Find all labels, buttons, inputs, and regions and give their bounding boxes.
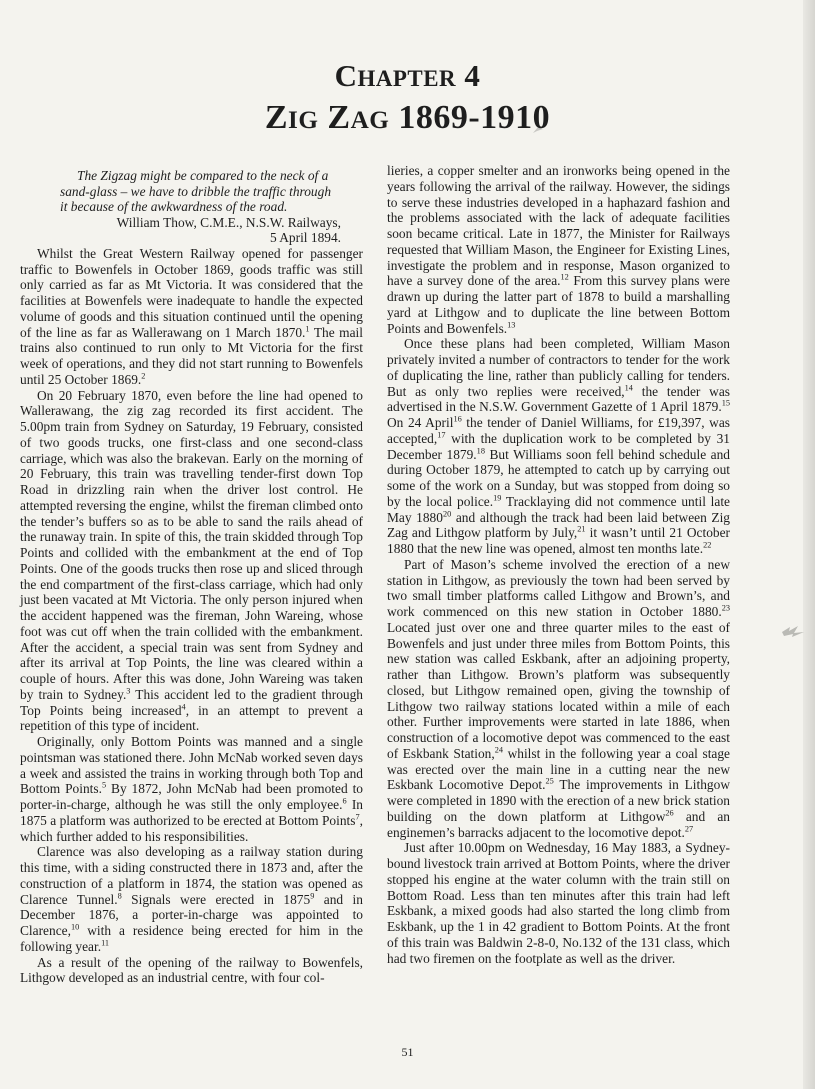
chapter-number: CHAPTER 4 [334, 58, 481, 93]
footnote-ref: 10 [70, 922, 80, 932]
paragraph: On 20 February 1870, even before the line had opened to Wallerawang, the zig zag recorded its first accident. The 5.00pm train from Sydney on Saturday, 19 February, consisted of two goods trucks, one first-class and one second-class carriage, which was also the brakevan. Early on the morning of 20 February, this train was travelling tender-first down Top Road in drizzling rain when the driver lost control. He attempted reversing the engine, whilst the fireman climbed onto the tender’s buffers so as to be able to sand the rails ahead of the runaway train. In spite of this, the train skidded through Top Points and collided with the embankment at the end of Top Points. One of the goods trucks then rose up and sliced through the end compartment of the first-class carriage, which had only just been vacated at Mt Victoria. The only person injured when the accident happened was the fireman, John Wareing, whose foot was cut off when the train collided with the embankment. After the accident, a special train was sent from Sydney and after its arrival at Top Points, the line was cleared within a couple of hours. After this was done, John Wareing was taken by train to Sydney.$^3$ This accident led to the gradient through Top Points being increased$^4$, in an attempt to prevent a repetition of this type of incident. [20, 387, 363, 734]
paragraph: Clarence was also developing as a railway station during this time, with a siding constructed there in 1873 and, after the construction of a platform in 1874, the station was opened as Clarence Tunnel.$^8$ Signals were erected in 1875$^9$ and in December 1876, a porter-in-charge was appointed to Clarence,$^{10}$ with a residence being erected for him in the following year.$^{11}$ [20, 844, 363, 954]
footnote-ref: 26 [665, 808, 674, 818]
footnote-ref: 21 [577, 524, 586, 534]
paragraph: lieries, a copper smelter and an ironworks being opened in the years following the arrival of the railway. However, the sidings to serve these industries developed in a haphazard fashion and the problems associated with the lack of adequate facilities soon became critical. Late in 1877, the Minister for Railways requested that William Mason, the Engineer for Existing Lines, investigate the problem and in response, Mason organized to have a survey done of the area.$^{12}$ From this survey plans were drawn up during the latter part of 1878 to build a marshalling yard at Lithgow and to duplicate the line between Bottom Points and Bowenfels.$^{13}$ [387, 163, 730, 336]
footnote-ref: 19 [493, 493, 502, 503]
footnote-ref: 24 [494, 745, 504, 755]
epigraph-quote: The Zigzag might be compared to the neck of a sand-glass – we have to dribble the traffic through it because of the awkwardness of the road. [60, 168, 332, 215]
footnote-ref: 1 [305, 324, 310, 334]
right-column [387, 163, 730, 966]
footnote-ref: 9 [310, 891, 315, 901]
chapter-title: ZIG ZAG 1869-1910 [264, 99, 551, 136]
footnote-ref: 13 [507, 320, 516, 330]
footnote-ref: 15 [721, 398, 730, 408]
footnote-ref: 3 [126, 686, 131, 696]
page-number: 51 [401, 1045, 414, 1059]
footnote-ref: 25 [545, 776, 554, 786]
epigraph-author: William Thow, C.M.E., N.S.W. Railways, [116, 214, 341, 230]
paragraph: Originally, only Bottom Points was manned and a single pointsman was stationed there. John McNab worked seven days a week and assisted the trains in working through both Top and Bottom Points.$^5$ By 1872, John McNab had been promoted to porter-in-charge, although he was still the only employee.$^6$ In 1875 a platform was authorized to be erected at Bottom Points$^7$, which further added to his responsibilities. [20, 734, 363, 844]
paragraph: As a result of the opening of the railway to Bowenfels, Lithgow developed as an industrial centre, with four col- [20, 954, 363, 986]
footnote-ref: 27 [684, 824, 694, 834]
page-edge-shadow [803, 0, 815, 1089]
left-column [20, 163, 363, 986]
chapter-heading [0, 58, 815, 141]
footnote-ref: 22 [703, 540, 712, 550]
footnote-ref: 23 [721, 603, 730, 613]
scan-smudge-mark [780, 623, 806, 641]
paragraph: Whilst the Great Western Railway opened for passenger traffic to Bowenfels in October 1869, goods traffic was still only carried as far as Mt Victoria. It was considered that the facilities at Bowenfels were inadequate to handle the expected volume of goods and this situation continued until the opening of the line as far as Wallerawang on 1 March 1870.$^1$ The mail trains also continued to run only to Mt Victoria for the first week of operations, and they did not start running to Bowenfels until 25 October 1869.$^2$ [20, 245, 363, 387]
footnote-ref: 7 [355, 812, 360, 822]
footnote-ref: 5 [101, 781, 107, 790]
paragraph: Part of Mason’s scheme involved the erection of a new station in Lithgow, as previously the town had been served by two small timber platforms called Lithgow and Brown’s, and work commenced on this new station in October 1880.23 Located just over one and three quarter miles to the east of Bowenfels and just under three miles from Bottom Points, this new station was called Eskbank, after an adjoining property, rather than Lithgow. Brown’s platform was subsequently closed, but Lithgow remained open, giving the township of Lithgow two railway stations located within a mile of each other. Further improvements were started in late 1886, when construction of a locomotive depot was commenced to the east of Eskbank Station,$^{24}$ whilst in the following year a coal stage was erected over the main line in a cutting near the new Eskbank Locomotive Depot.$^{25}$ The improvements in Lithgow were completed in 1890 with the erection of a new brick station building on the down platform at Lithgow$^{26}$ and an enginemen’s barracks adjacent to the locomotive depot.$^{27}$ [387, 556, 730, 840]
footnote-ref: 20 [442, 509, 452, 519]
footnote-ref: 12 [560, 272, 569, 282]
footnote-ref: 17 [437, 430, 446, 440]
footnote-ref: 2 [141, 371, 146, 381]
footnote-ref: 14 [624, 383, 633, 393]
epigraph [60, 168, 341, 246]
paragraph: Once these plans had been completed, William Mason privately invited a number of contractors to tender for the work of duplicating the line, rather than publicly calling for tenders. But as only two replies were received,$^{14}$ the tender was advertised in the N.S.W. Government Gazette of 1 April 1879.15 On 24 April$^{16}$ the tender of Daniel Williams, for £19,397, was accepted,$^{17}$ with the duplication work to be completed by 31 December 1879.18 But Williams soon fell behind schedule and during October 1879, he attempted to catch up by carrying out some of the work on a Sunday, but was stopped from doing so by the local police.$^{19}$ Tracklaying did not commence until late May 1880$^{20}$ and although the track had been laid between Zig Zag and Lithgow platform by July,$^{21}$ it wasn’t until 21 October 1880 that the new line was opened, almost ten months late.$^{22}$ [387, 336, 731, 556]
footnote-ref: 16 [453, 414, 462, 424]
footnote-ref: 11 [101, 938, 110, 948]
footnote-ref: 6 [342, 796, 347, 806]
footnote-ref: 18 [476, 446, 485, 456]
epigraph-date: 5 April 1894. [269, 230, 341, 246]
paragraph: Just after 10.00pm on Wednesday, 16 May 1883, a Sydney-bound livestock train arrived at Bottom Points, where the driver stopped his engine at the water column with the train still on Bottom Road. Less than ten minutes after this train had left Eskbank, a mixed goods had also started the long climb from Eskbank, up the 1 in 42 gradient to Bottom Points. At the front of this train was Baldwin 2-8-0, No.132 of the 131 class, which had two firemen on the footplate as well as the driver. [387, 840, 730, 966]
footnote-ref: 8 [117, 891, 122, 901]
footnote-ref: 4 [181, 702, 186, 712]
